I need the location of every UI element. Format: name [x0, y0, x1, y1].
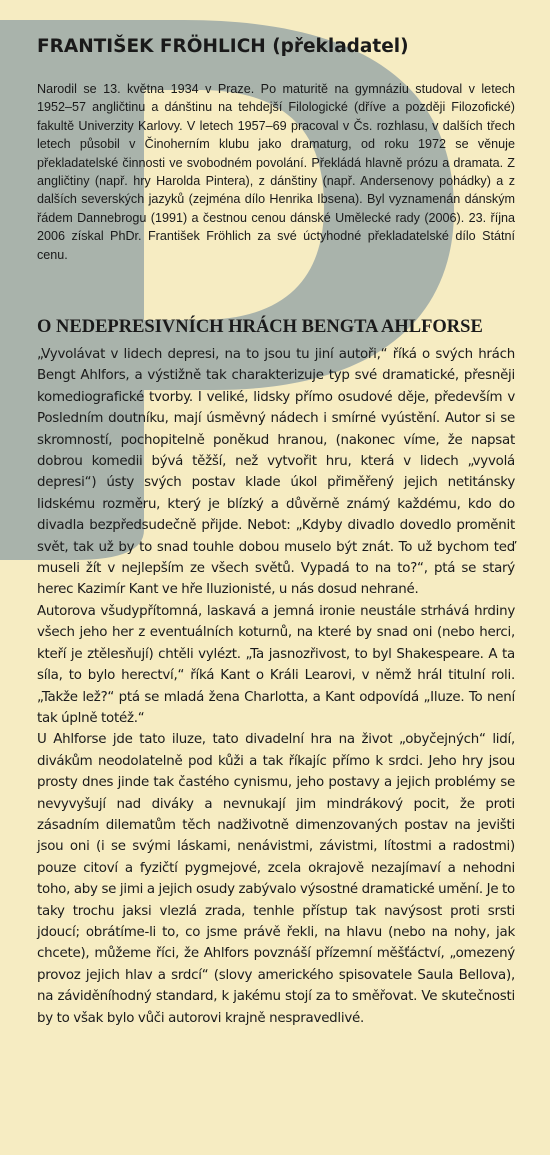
essay-paragraph: U Ahlforse jde tato iluze, tato divadelní hra na život „obyčejných“ lidí, divákům neodolatelně pod kůži a tak říkajíc přímo k srdci. Jeho hry jsou prosty dnes jinde tak častého cynismu, jeho postavy a jejich problémy se nevyvyšují nad diváky a nevnukají jim mindrákový pocit, že proti zásadním dilematům těch nadživotně dimenzovaných postav na jevišti jsou oni (i se svými láskami, nenávistmi, závistmi, lítostmi a radostmi) pouze citoví a fyzičtí pygmejové, zcela okrajově nezajímaví a nehodni toho, aby se jimi a jejich osudy zabývalo výsostné dramatické umění. Je to taky trochu jaksi vlezlá zrada, tenhle přístup tak navýsost proti srsti jdoucí; obrátíme-li to, co jsme právě řekli, na hlavu (nebo na nohy, jak chcete), můžeme říci, že Ahlfors povznáší přízemní měšťáctví, „omezený provoz jejich hlav a srdcí“ (slovy amerického spisovatele Saula Bellova), na záviděníhodný standard, k jakému stojí za to směřovat. Ve skutečnosti by to však bylo vůči autorovi krajně nespravedlivé. — [37, 732, 515, 1026]
translator-biography: Narodil se 13. května 1934 v Praze. Po maturitě na gymnáziu studoval v letech 1952–57 angličtinu a dánštinu na tehdejší Filologické (dříve a později Filozofické) fakultě Univerzity Karlovy. V letech 1957–69 pracoval v Čs. rozhlasu, v dalších třech letech působil v Činoherním klubu jako dramaturg, od roku 1972 se věnuje překladatelské činnosti ve svobodném povolání. Překládá hlavně prózu a dramata. Z angličtiny (např. hry Harolda Pintera), z dánštiny (např. Andersenovy pohádky) a z dalších severských jazyků (zejména dílo Henrika Ibsena). Byl vyznamenán dánským řádem Dannebrogu (1991) a čestnou cenou dánské Umělecké rady (2006). 23. října 2006 získal PhDr. František Fröhlich za své úctyhodné překladatelské dílo Státní cenu. — [37, 82, 515, 262]
essay-paragraph: „Vyvolávat v lidech depresi, na to jsou tu jiní autoři,“ říká o svých hrách Bengt Ahlfors, a výstižně tak charakterizuje typ své dramatické, přesněji komediografické tvorby. I veliké, lidsky přímo osudové děje, především v Posledním doutníku, mají úsměvný nádech i smírné vyústění. Autor si se skromností, pochopitelně poněkud hranou, (nakonec víme, že napsat dobrou komedii bývá těžší, než vytvořit hru, která v lidech „vyvolá depresi“) ústy svých postav klade úkol přiměřený jejich netitánsky lidskému rozměru, který je blízký a důvěrně známý každému, kdo do divadla bezpředsudečně přijde. Nebot: „Kdyby divadlo dovedlo proměnit svět, tak už by to snad touhle dobou muselo být znát. To už bychom teď museli žít v nejlepším ze všech světů. Vypadá to na to?“, ptá se starý herec Kazimír Kant ve hře Iluzionisté, u nás dosud nehrané. — [37, 347, 515, 598]
essay-paragraph: Autorova všudypřítomná, laskavá a jemná ironie neustále strhává hrdiny všech jeho her z eventuálních koturnů, na které by snad oni (nebo herci, kteří je ztělesňují) chtěli vylézt. „Ta jasnozřivost, to byl Shakespeare. A ta síla, to bylo herectví,“ říká Kant o Králi Learovi, v němž hrál titulní roli. „Takže lež?“ ptá se mladá žena Charlotta, a Kant odpovídá „Iluze. To není tak úplně totéž.“ — [37, 603, 515, 726]
translator-heading: FRANTIŠEK FRÖHLICH (překladatel) — [37, 36, 409, 57]
essay-heading: O NEDEPRESIVNÍCH HRÁCH BENGTA AHLFORSE — [37, 317, 483, 337]
essay-body — [37, 344, 515, 1029]
